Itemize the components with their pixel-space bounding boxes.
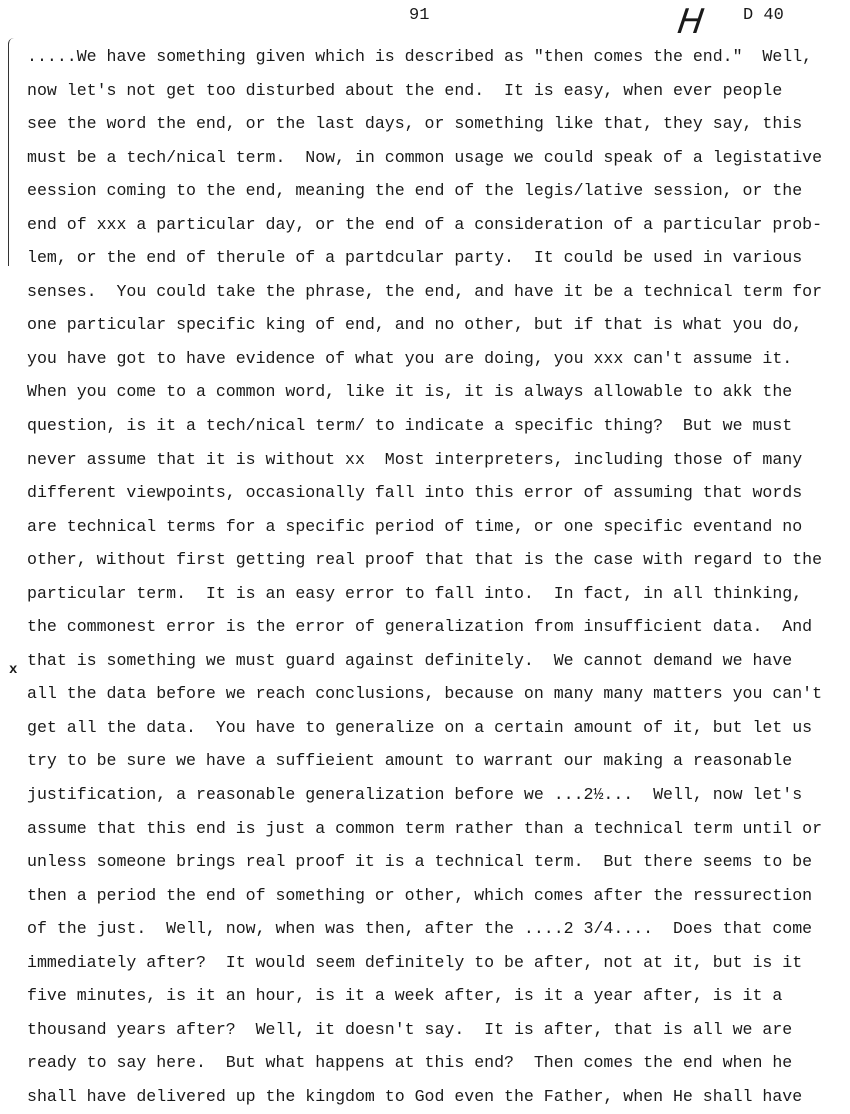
text-line: the commonest error is the error of generalization from insufficient data. And [27,617,813,637]
text-line: then a period the end of something or other, which comes after the ressurection [27,885,813,905]
text-line: one particular specific king of end, and no other, but if that is what you do, [27,315,803,335]
text-line: see the word the end, or the last days, or something like that, they say, this [27,114,803,134]
text-line: now let's not get too disturbed about the end. It is easy, when ever people [27,80,783,100]
text-line: ready to say here. But what happens at this end? Then comes the end when he [27,1053,793,1073]
text-line: question, is it a tech/nical term/ to indicate a specific thing? But we must [27,416,793,436]
text-line: are technical terms for a specific period of time, or one specific eventand no [27,516,803,536]
margin-bracket [8,38,15,266]
text-line: you have got to have evidence of what you are doing, you xxx can't assume it. [27,348,793,368]
handwritten-mark: H [675,2,707,42]
text-line: lem, or the end of therule of a partdcular party. It could be used in various [27,248,803,268]
text-line: other, without first getting real proof that that is the case with regard to the [27,550,823,570]
text-line: get all the data. You have to generalize on a certain amount of it, but let us [27,717,813,737]
text-line: immediately after? It would seem definitely to be after, not at it, but is it [27,952,803,972]
text-line: senses. You could take the phrase, the end, and have it be a technical term for [27,281,823,301]
text-line: When you come to a common word, like it is, it is always allowable to akk the [27,382,793,402]
typed-text-body [27,40,842,1114]
text-line: .....We have something given which is described as "then comes the end." Well, [27,47,813,66]
text-line: different viewpoints, occasionally fall into this error of assuming that words [27,483,803,503]
margin-x-mark: x [9,662,18,678]
text-line: all the data before we reach conclusions, because on many many matters you can't [27,684,823,704]
text-line: shall have delivered up the kingdom to God even the Father, when He shall have [27,1086,803,1106]
text-line: never assume that it is without xx Most interpreters, including those of many [27,449,803,469]
text-line: particular term. It is an easy error to fall into. In fact, in all thinking, [27,583,803,603]
text-line: of the just. Well, now, when was then, after the ....2 3/4.... Does that come [27,919,813,939]
text-line: must be a tech/nical term. Now, in common usage we could speak of a legistative [27,147,823,167]
text-line: end of xxx a particular day, or the end of a consideration of a particular prob- [27,214,823,234]
text-line: that is something we must guard against definitely. We cannot demand we have [27,650,793,670]
page-number: 91 [409,6,430,25]
text-line: assume that this end is just a common term rather than a technical term until or [27,818,823,838]
text-line: five minutes, is it an hour, is it a week after, is it a year after, is it a [27,986,783,1006]
document-reference: D 40 [743,6,784,25]
text-line: eession coming to the end, meaning the end of the legis/lative session, or the [27,181,803,201]
text-line: unless someone brings real proof it is a technical term. But there seems to be [27,852,813,872]
text-line: thousand years after? Well, it doesn't say. It is after, that is all we are [27,1019,793,1039]
text-line: try to be sure we have a suffieient amount to warrant our making a reasonable [27,751,793,771]
text-line: justification, a reasonable generalization before we ...2½... Well, now let's [27,785,803,805]
